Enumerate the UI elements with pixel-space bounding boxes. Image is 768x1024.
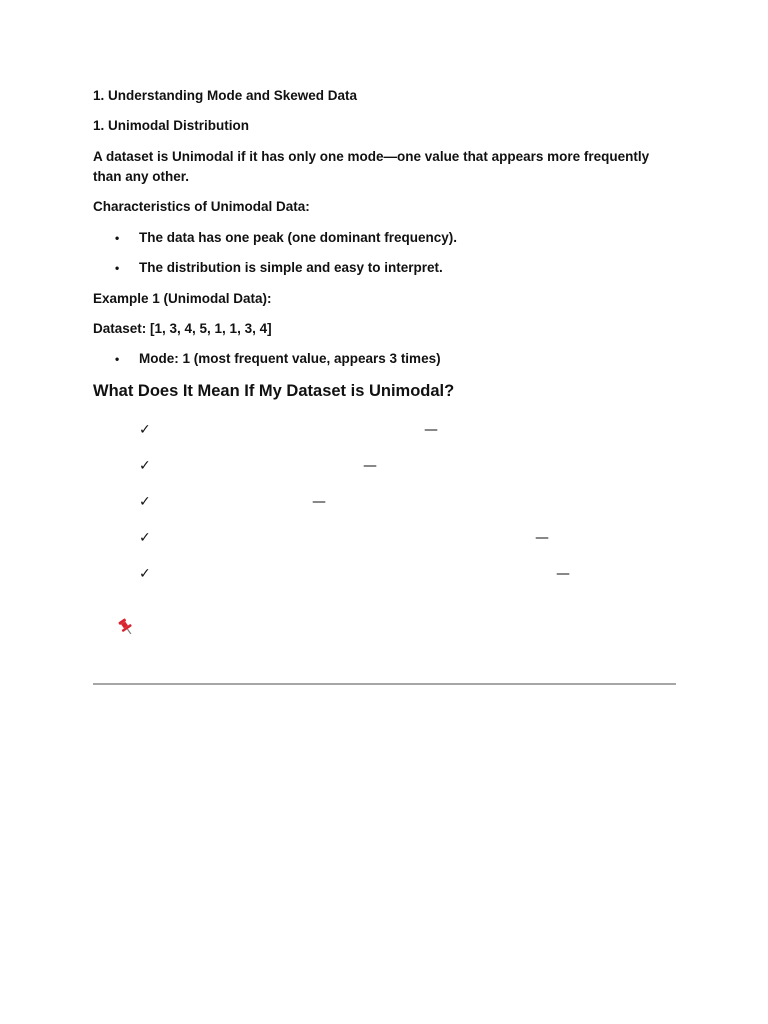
- characteristic-item: [115, 258, 443, 278]
- checkmark-icon: ✓: [139, 494, 151, 510]
- bullet-icon: •: [115, 231, 120, 245]
- characteristic-text: The distribution is simple and easy to interpret.: [139, 260, 443, 275]
- checkmark-icon: ✓: [139, 458, 151, 474]
- mode-item: [115, 349, 441, 369]
- checklist-item: [139, 420, 699, 440]
- em-dash: —: [363, 458, 377, 474]
- bullet-icon: •: [115, 352, 120, 366]
- characteristic-text: The data has one peak (one dominant frequency).: [139, 230, 458, 245]
- section-heading: 1. Unimodal Distribution: [93, 118, 250, 133]
- checkmark-icon: ✓: [139, 422, 151, 438]
- checklist-item: [139, 528, 699, 548]
- checkmark-icon: ✓: [139, 530, 151, 546]
- checkmark-icon: ✓: [139, 566, 151, 582]
- question-heading: What Does It Mean If My Dataset is Unimodal?: [93, 382, 455, 400]
- em-dash: —: [535, 530, 549, 546]
- dataset-line: Dataset: [1, 3, 4, 5, 1, 1, 3, 4]: [93, 321, 272, 336]
- definition-paragraph: A dataset is Unimodal if it has only one mode—one value that appears more frequently than any other.: [93, 149, 650, 184]
- checklist-item: [139, 492, 699, 512]
- example-heading: Example 1 (Unimodal Data):: [93, 291, 272, 306]
- horizontal-rule: [93, 683, 676, 685]
- em-dash: —: [556, 566, 570, 582]
- pushpin-icon: [117, 617, 135, 637]
- document-title: 1. Understanding Mode and Skewed Data: [93, 88, 358, 103]
- characteristics-heading: Characteristics of Unimodal Data:: [93, 199, 310, 214]
- checklist-item: [139, 456, 699, 476]
- bullet-icon: •: [115, 261, 120, 275]
- em-dash: —: [424, 422, 438, 438]
- em-dash: —: [312, 494, 326, 510]
- checklist-item: [139, 564, 699, 584]
- mode-text: Mode: 1 (most frequent value, appears 3 times): [139, 351, 441, 366]
- characteristic-item: [115, 228, 457, 248]
